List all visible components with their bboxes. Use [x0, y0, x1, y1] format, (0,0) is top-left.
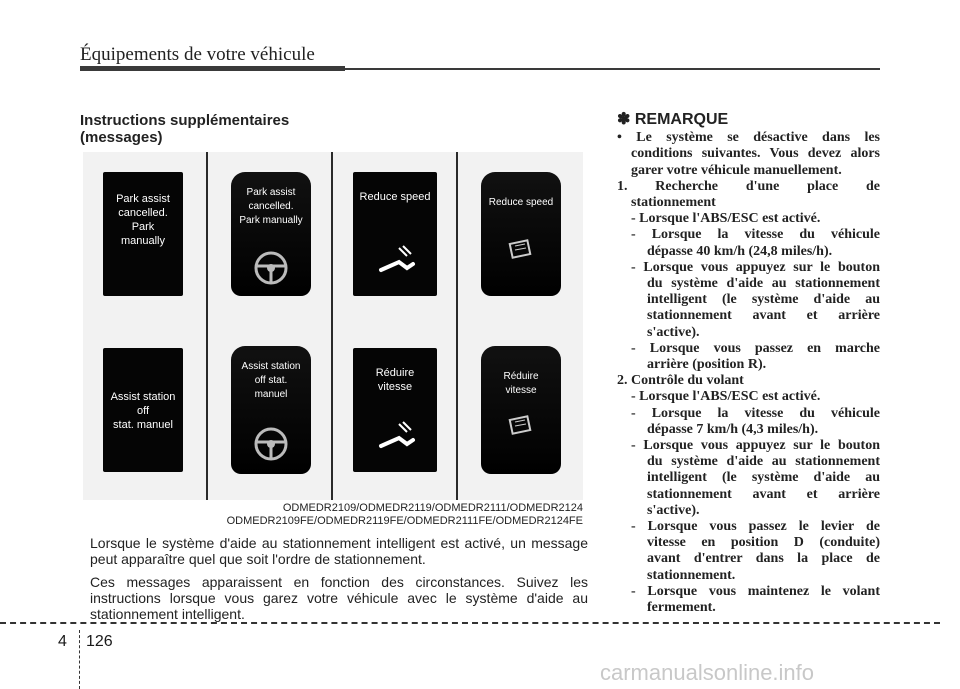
message-panel: [103, 348, 183, 472]
note-line: fermement.: [647, 600, 716, 616]
note-line: du système d'aide au stationnement: [647, 276, 880, 292]
figure-divider: [331, 152, 333, 500]
page-number: 126: [86, 633, 113, 650]
body-text: [90, 535, 588, 629]
message-panel: [231, 346, 311, 474]
message-panel: [481, 346, 561, 474]
note-line: intelligent (le système d'aide au: [647, 470, 880, 486]
note-line: 2. Contrôle du volant: [617, 373, 744, 389]
note-line: - Lorsque vous appuyez sur le bouton: [631, 438, 880, 454]
note-line: dépasse 7 km/h (4,3 miles/h).: [647, 421, 819, 437]
panel-message: Réduire vitesse: [375, 367, 415, 393]
note-line: - Lorsque la vitesse du véhicule: [631, 405, 880, 421]
panel-message: Park assist cancelled. Park manually: [239, 187, 303, 226]
note-line: - Lorsque l'ABS/ESC est activé.: [631, 389, 821, 405]
note-line: stationnement.: [647, 567, 736, 583]
footer-rule: [0, 622, 940, 624]
body-paragraph: Ces messages apparaissent en fonction des circonstances. Suivez les instructions lorsque vous garez votre véhicule avec le système d'aide au stationnement intelligent.: [90, 574, 588, 622]
note-line: - Lorsque vous maintenez le volant: [631, 583, 880, 599]
note-title: ✽ REMARQUE: [617, 111, 729, 128]
message-panel: [103, 172, 183, 296]
note-line: stationnement: [631, 195, 716, 211]
section-title-line1: Instructions supplémentaires: [80, 112, 290, 129]
note-line: s'active).: [647, 324, 700, 340]
message-panel: [353, 172, 437, 296]
figure-divider: [456, 152, 458, 500]
message-panel: [231, 172, 311, 296]
pedal-icon: [507, 414, 535, 438]
panel-message: Assist station off stat. manuel: [241, 361, 301, 400]
footer-divider: [79, 630, 81, 689]
panel-message: Assist station off stat. manuel: [110, 391, 176, 431]
note-line: - Lorsque l'ABS/ESC est activé.: [631, 211, 821, 227]
note-line: conditions suivantes. Vous devez alors: [631, 146, 880, 162]
note-box: [617, 112, 880, 616]
panel-message: Park assist cancelled. Park manually: [116, 193, 170, 247]
note-line: intelligent (le système d'aide au: [647, 292, 880, 308]
note-lines: [617, 130, 880, 616]
speed-pedal-icon: [377, 418, 417, 454]
section-title: [80, 112, 340, 146]
note-line: dépasse 40 km/h (24,8 miles/h).: [647, 243, 833, 259]
body-paragraph: Lorsque le système d'aide au stationnement intelligent est activé, un message peut apparaître quel que soit l'ordre de stationnement.: [90, 535, 588, 567]
note-line: - Lorsque vous passez le levier de: [631, 519, 880, 535]
panel-message: Réduire vitesse: [503, 371, 539, 396]
note-line: - Lorsque vous passez en marche: [631, 340, 880, 356]
display-messages-figure: [83, 152, 583, 500]
caption-line2: ODMEDR2109FE/ODMEDR2119FE/ODMEDR2111FE/ODMEDR2124FE: [226, 515, 583, 527]
note-line: avant d'entrer dans la place de: [647, 551, 880, 567]
panel-message: Reduce speed: [359, 191, 431, 203]
note-line: du système d'aide au stationnement: [647, 454, 880, 470]
note-line: 1. Recherche d'une place de: [617, 178, 880, 194]
chapter-number: 4: [58, 633, 67, 650]
caption-line1: ODMEDR2109/ODMEDR2119/ODMEDR2111/ODMEDR2124: [282, 502, 583, 514]
watermark: carmanualsonline.info: [600, 660, 815, 685]
note-line: - Lorsque la vitesse du véhicule: [631, 227, 880, 243]
panel-message: Reduce speed: [488, 197, 554, 208]
message-panel: [481, 172, 561, 296]
pedal-icon: [507, 238, 535, 262]
note-line: stationnement avant et arrière: [647, 308, 880, 324]
note-line: vitesse en position D (conduite): [647, 535, 880, 551]
steering-wheel-icon: [253, 426, 289, 462]
note-line: arrière (position R).: [647, 357, 767, 373]
page-header-title: Équipements de votre véhicule: [80, 44, 315, 65]
figure-divider: [206, 152, 208, 500]
header-rule: [80, 66, 880, 71]
note-line: garer votre véhicule manuellement.: [631, 162, 842, 178]
message-panel: [353, 348, 437, 472]
steering-wheel-icon: [253, 250, 289, 286]
note-line: - Lorsque vous appuyez sur le bouton: [631, 259, 880, 275]
section-title-line2: (messages): [80, 129, 163, 146]
speed-pedal-icon: [377, 242, 417, 278]
note-line: • Le système se désactive dans les: [617, 130, 880, 146]
note-line: stationnement avant et arrière: [647, 486, 880, 502]
note-line: s'active).: [647, 502, 700, 518]
figure-caption: [227, 502, 583, 528]
